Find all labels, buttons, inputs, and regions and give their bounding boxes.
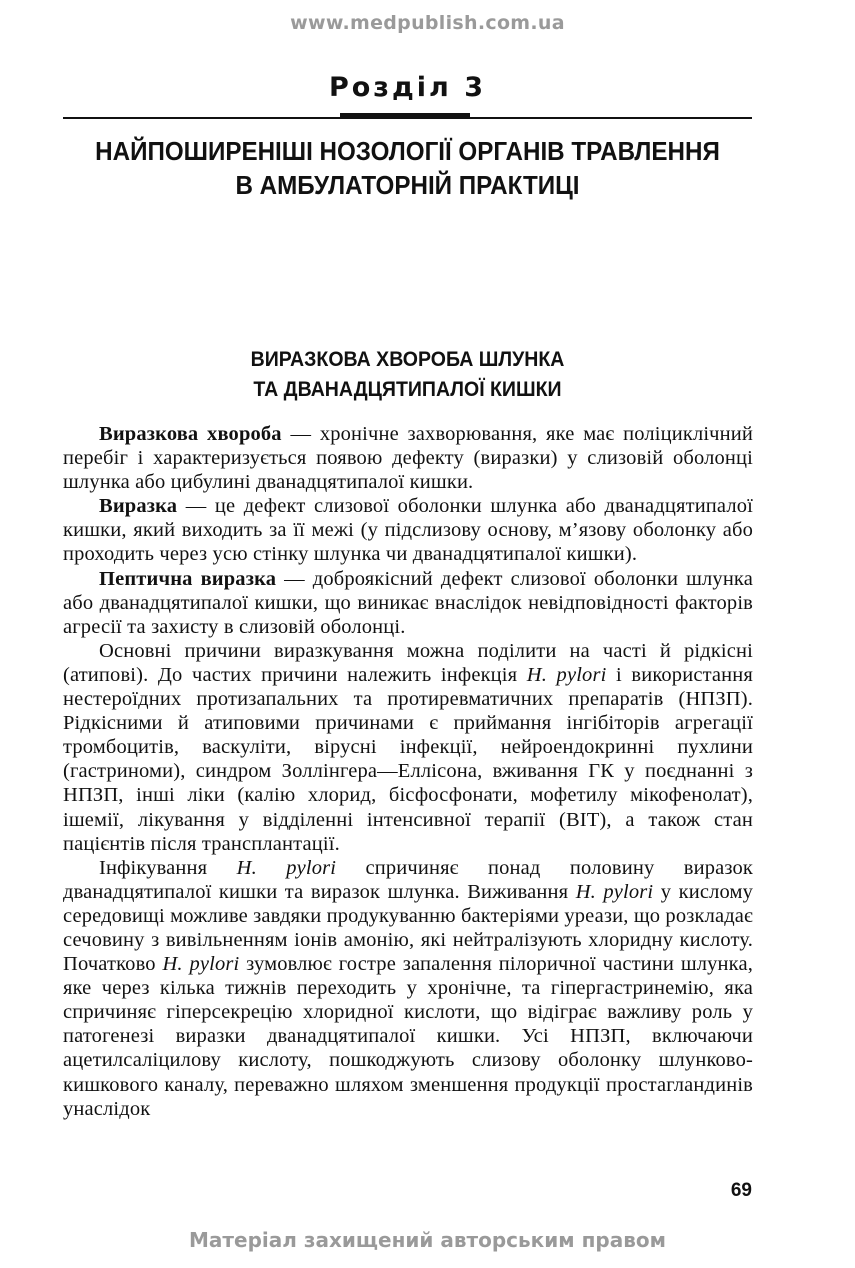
site-url: www.medpublish.com.ua [290, 12, 565, 34]
chapter-title-line: НАЙПОШИРЕНІШІ НОЗОЛОГІЇ ОРГАНІВ ТРАВЛЕННЯ [95, 136, 720, 166]
term: Пептична виразка [99, 567, 277, 590]
species-name: H. pylori [236, 856, 337, 879]
paragraph [63, 639, 753, 856]
term: Виразкова хвороба [99, 423, 282, 445]
copyright-notice: Матеріал захищений авторським правом [189, 1228, 666, 1252]
species-name: H. pylori [162, 953, 240, 976]
paragraph-text: — доброякісний дефект слизової оболонки шлунка або дванадцятипалої кишки, що виникає внаслідок невідповідності факторів агресії та захисту в слизовій оболонці. [63, 567, 753, 638]
paragraph [63, 567, 753, 639]
section-title-line: ВИРАЗКОВА ХВОРОБА ШЛУНКА [250, 348, 565, 371]
page-number: 69 [730, 1180, 752, 1201]
paragraph [63, 494, 753, 566]
body-text [63, 422, 753, 1121]
species-name: H. pylori [575, 880, 654, 903]
section-title-line: ТА ДВАНАДЦЯТИПАЛОЇ КИШКИ [253, 378, 562, 401]
paragraph [63, 422, 753, 494]
paragraph-text: — хронічне захворювання, яке має поліциклічний перебіг і характеризується появою дефекту (виразки) у слизовій оболонці шлунка або цибулині дванадцятипалої кишки. [63, 423, 753, 494]
paragraph-text: зумовлює гостре запалення пілоричної частини шлунка, яке через кілька тижнів переходить у хронічне, та гіпергастринемію, яка спричиняє гіперсекрецію хлоридної кислоти, що відіграє важливу роль у патогенезі виразки дванадцятипалої кишки. Усі НПЗП, включаючи ацетилсаліцилову кислоту, пошкоджують слизову оболонку шлунково-кишкового каналу, переважно шляхом зменшення продукції простагландинів унаслідок [63, 953, 753, 1120]
paragraph-text: спричиняє понад половину виразок дванадцятипалої кишки та виразок шлунка. Виживання [63, 856, 754, 903]
paragraph-text: Основні причини виразкування можна поділити на часті й рідкісні (атипові). До частих причини належить інфекція [63, 639, 753, 686]
term: Виразка [99, 495, 178, 518]
paragraph [63, 856, 753, 1121]
chapter-label: Розділ 3 [328, 72, 487, 103]
paragraph-text: Інфікування [99, 856, 237, 879]
chapter-title [66, 134, 750, 202]
species-name: H. pylori [526, 663, 607, 686]
paragraph-text: — це дефект слизової оболонки шлунка або дванадцятипалої кишки, який виходить за її межі (у підслизову основу, м’язову оболонку або проходить через усю стінку шлунка чи дванадцятипалої кишки). [63, 495, 753, 566]
chapter-divider-accent [340, 113, 470, 118]
section-title [66, 345, 750, 405]
paragraph-text: у кислому середовищі можливе завдяки продукуванню бактеріями уреази, що розкладає сечовину з вивільненням іонів амонію, які нейтралізують хлоридну кислоту. Початково [63, 880, 754, 976]
paragraph-text: і використання нестероїдних протизапальних та протиревматичних препаратів (НПЗП). Рідкісними й атиповими причинами є приймання інгібіторів агрегації тромбоцитів, васкуліти, вірусні інфекції, нейроендокринні пухлини (гастриноми), синдром Золлінгера—Еллісона, вживання ГК у поєднанні з НПЗП, інші ліки (калію хлорид, бісфосфонати, мофетилу мікофенолат), ішемії, лікування у відділенні інтенсивної терапії (ВІТ), а також стан пацієнтів після трансплантації. [63, 663, 753, 855]
chapter-title-line: В АМБУЛАТОРНІЙ ПРАКТИЦІ [235, 170, 580, 200]
